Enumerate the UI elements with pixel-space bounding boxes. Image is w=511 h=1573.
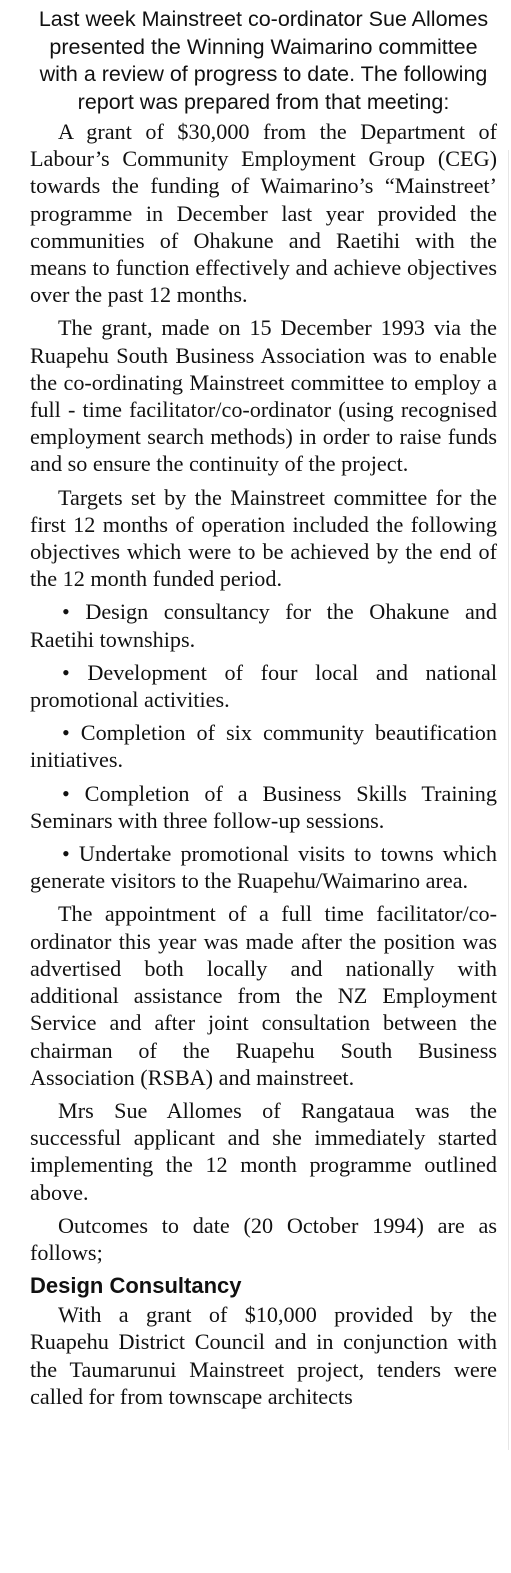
article-intro: Last week Mainstreet co-ordinator Sue Allomes presented the Winning Waimarino committee with a review of progress to date. The following report was prepared from that meeting: — [38, 7, 489, 114]
paragraph-design-grant: With a grant of $10,000 provided by the Ruapehu District Council and in conjunction with the Taumarunui Mainstreet project, tenders were called for from townscape architects — [30, 1302, 497, 1409]
paragraph-outcomes: Outcomes to date (20 October 1994) are as follows; — [30, 1212, 497, 1265]
paragraph-targets: Targets set by the Mainstreet committee for the first 12 months of operation included the following objectives which were to be achieved by the end of the 12 month funded period. — [30, 484, 497, 592]
bullet-design-consultancy: • Design consultancy for the Ohakune and Raetihi townships. — [30, 599, 497, 652]
paragraph-grant-details: The grant, made on 15 December 1993 via the Ruapehu South Business Association was to enable the co-ordinating Mainstreet committee to employ a full - time facilitator/co-ordinator (using recognised employment search methods) in order to raise funds and so ensure the continuity of the project. — [30, 315, 497, 477]
bullet-beautification: • Completion of six community beautification initiatives. — [30, 720, 497, 773]
paragraph-appointment: The appointment of a full time facilitator/co-ordinator this year was made after the position was advertised both locally and nationally with additional assistance from the NZ Employment Service and after joint consultation between the chairman of the Ruapehu South Business Association (RSBA) and mainstreet. — [30, 901, 497, 1090]
bullet-promotional-visits: • Undertake promotional visits to towns which generate visitors to the Ruapehu/Waimarino area. — [30, 841, 497, 894]
paragraph-applicant: Mrs Sue Allomes of Rangataua was the successful applicant and she immediately started implementing the 12 month programme outlined above. — [30, 1097, 497, 1205]
bullet-promotional-activities: • Development of four local and national promotional activities. — [30, 659, 497, 713]
section-heading: Design Consultancy — [30, 1273, 242, 1299]
column-rule — [508, 150, 509, 1450]
bullet-business-skills: • Completion of a Business Skills Training Seminars with three follow-up sessions. — [30, 780, 497, 833]
paragraph-grant: A grant of $30,000 from the Department of Labour’s Community Employment Group (CEG) towards the funding of Waimarino’s “Mainstreet’ programme in December last year provided the communities of Ohakune and Raetihi with the means to function effectively and achieve objectives over the past 12 months. — [30, 119, 497, 308]
